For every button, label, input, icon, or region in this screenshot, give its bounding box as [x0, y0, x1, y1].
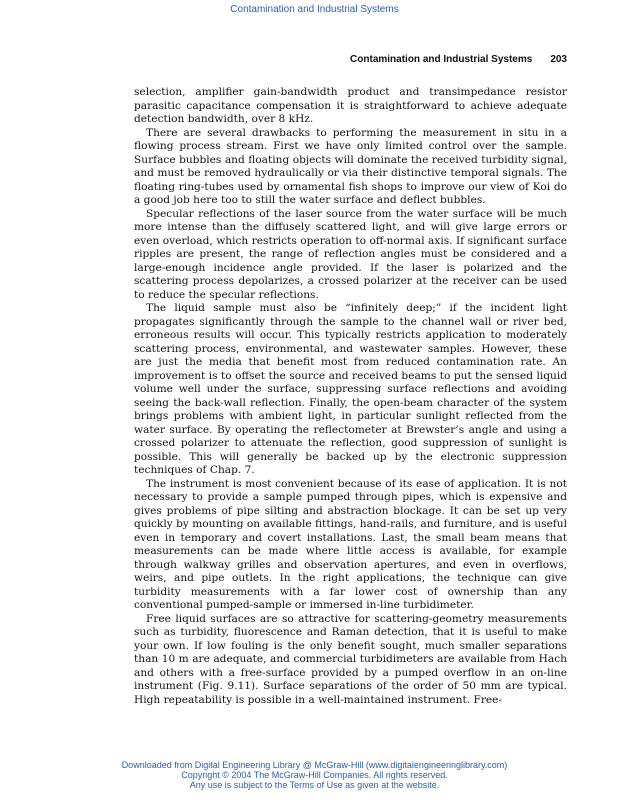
- footer-download-link[interactable]: Downloaded from Digital Engineering Library @ McGraw-Hill (www.digitalengineeringlibrary.com): [121, 760, 508, 770]
- footer-terms-link[interactable]: Any use is subject to the Terms of Use as given at the website.: [189, 780, 440, 790]
- footer: [0, 760, 629, 790]
- paragraph: Free liquid surfaces are so attractive for scattering-geometry measurements such as turbidity, fluorescence and Raman detection, that it is useful to make your own. If low fouling is the only benefit sought, much smaller separations than 10 m are adequate, and commercial turbidimeters are available from Hach and others with a free-surface provided by a pumped overflow in an on-line instrument (Fig. 9.11). Surface separations of the order of 50 mm are typical. High repeatability is possible in a well-maintained instrument. Free-: [134, 612, 567, 706]
- page-number: 203: [550, 54, 567, 65]
- running-head: [134, 54, 567, 65]
- body-text: [134, 86, 567, 707]
- paragraph: The instrument is most convenient because of its ease of application. It is not necessary to provide a sample pumped through pipes, which is expensive and gives problems of pipe silting and abstraction blockage. It can be set up very quickly by mounting on available fittings, hand-rails, and furniture, and is useful even in temporary and covert installations. Last, the small beam means that measurements can be made where little access is available, for example through walkway grilles and observation apertures, and even in overflows, weirs, and pipe outlets. In the right applications, the technique can give turbidity measurements with a far lower cost of ownership than any conventional pumped-sample or immersed in-line turbidimeter.: [134, 477, 567, 611]
- paragraph: The liquid sample must also be “infinitely deep;” if the incident light propagates significantly through the sample to the channel wall or river bed, erroneous results will occur. This typically restricts application to moderately scattering process, environmental, and wastewater samples. However, these are just the media that benefit most from reduced contamination rate. An improvement is to offset the source and received beams to put the sensed liquid volume well under the surface, suppressing surface reflections and avoiding seeing the back-wall reflection. Finally, the open-beam character of the system brings problems with ambient light, in particular sunlight reflected from the water surface. By operating the reflectometer at Brewster’s angle and using a crossed polarizer to attenuate the reflection, good suppression of sunlight is possible. This will generally be backed up by the electronic suppression techniques of Chap. 7.: [134, 302, 567, 476]
- paragraph: selection, amplifier gain-bandwidth product and transimpedance resistor parasitic capacitance compensation it is straightforward to achieve adequate detection bandwidth, over 8 kHz.: [134, 86, 567, 125]
- paragraph: There are several drawbacks to performing the measurement in situ in a flowing process stream. First we have only limited control over the sample. Surface bubbles and floating objects will dominate the received turbidity signal, and must be removed hydraulically or via their distinctive temporal signals. The floating ring-tubes used by ornamental fish shops to improve our view of Koi do a good job here too to still the water surface and deflect bubbles.: [134, 126, 567, 206]
- running-head-title: Contamination and Industrial Systems: [350, 54, 533, 65]
- footer-copyright: Copyright © 2004 The McGraw-Hill Companies. All rights reserved.: [181, 770, 448, 780]
- top-banner-link[interactable]: Contamination and Industrial Systems: [230, 4, 399, 15]
- paragraph: Specular reflections of the laser source from the water surface will be much more intense than the diffusely scattered light, and will give large errors or even overload, which restricts operation to off-normal axis. If significant surface ripples are present, the range of reflection angles must be considered and a large-enough incidence angle provided. If the laser is polarized and the scattering process depolarizes, a crossed polarizer at the receiver can be used to reduce the specular reflections.: [134, 207, 567, 301]
